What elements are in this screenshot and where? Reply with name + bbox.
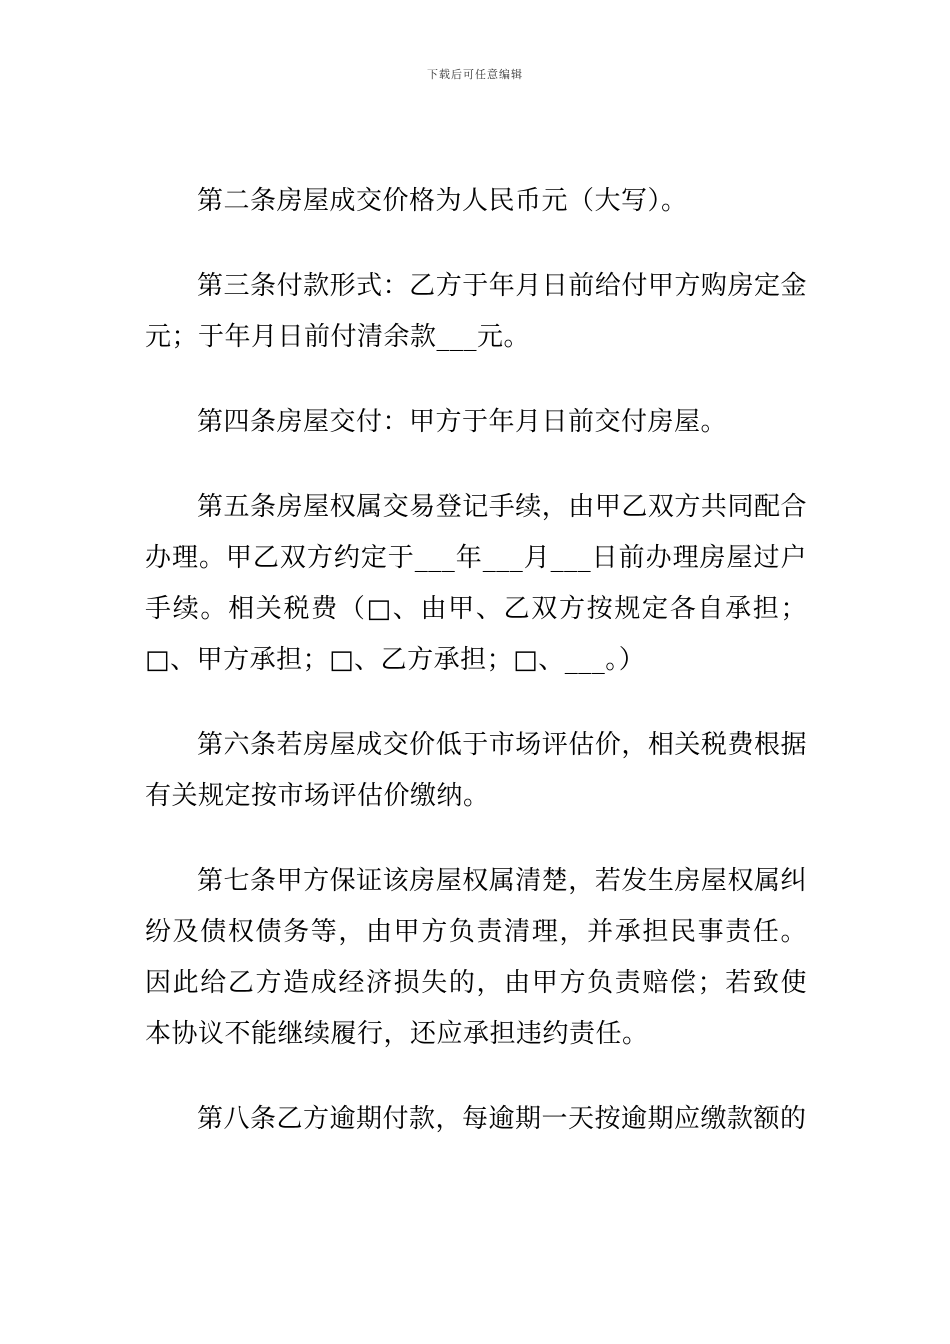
page-header: 下载后可任意编辑 — [427, 68, 523, 81]
clause-3: 第三条付款形式：乙方于年月日前给付甲方购房定金元；于年月日前付清余款___元。 — [145, 271, 807, 352]
clause-5: 第五条房屋权属交易登记手续，由甲乙双方共同配合办理。甲乙双方约定于___年___月___日前办理房屋过户手续。相关税费（□、由甲、乙双方按规定各自承担；□、甲方承担；□、乙方承担；□、___。） — [145, 492, 807, 675]
clause-4: 第四条房屋交付：甲方于年月日前交付房屋。 — [197, 407, 728, 437]
clause-8: 第八条乙方逾期付款，每逾期一天按逾期应缴款额的 — [197, 1104, 807, 1134]
clause-7: 第七条甲方保证该房屋权属清楚，若发生房屋权属纠纷及债权债务等，由甲方负责清理，并承担民事责任。因此给乙方造成经济损失的，由甲方负责赔偿；若致使本协议不能继续履行，还应承担违约责任。 — [145, 866, 807, 1049]
clause-6: 第六条若房屋成交价低于市场评估价，相关税费根据有关规定按市场评估价缴纳。 — [145, 730, 807, 811]
clause-2: 第二条房屋成交价格为人民币元（大写）。 — [197, 186, 688, 216]
document-body — [145, 176, 807, 1179]
